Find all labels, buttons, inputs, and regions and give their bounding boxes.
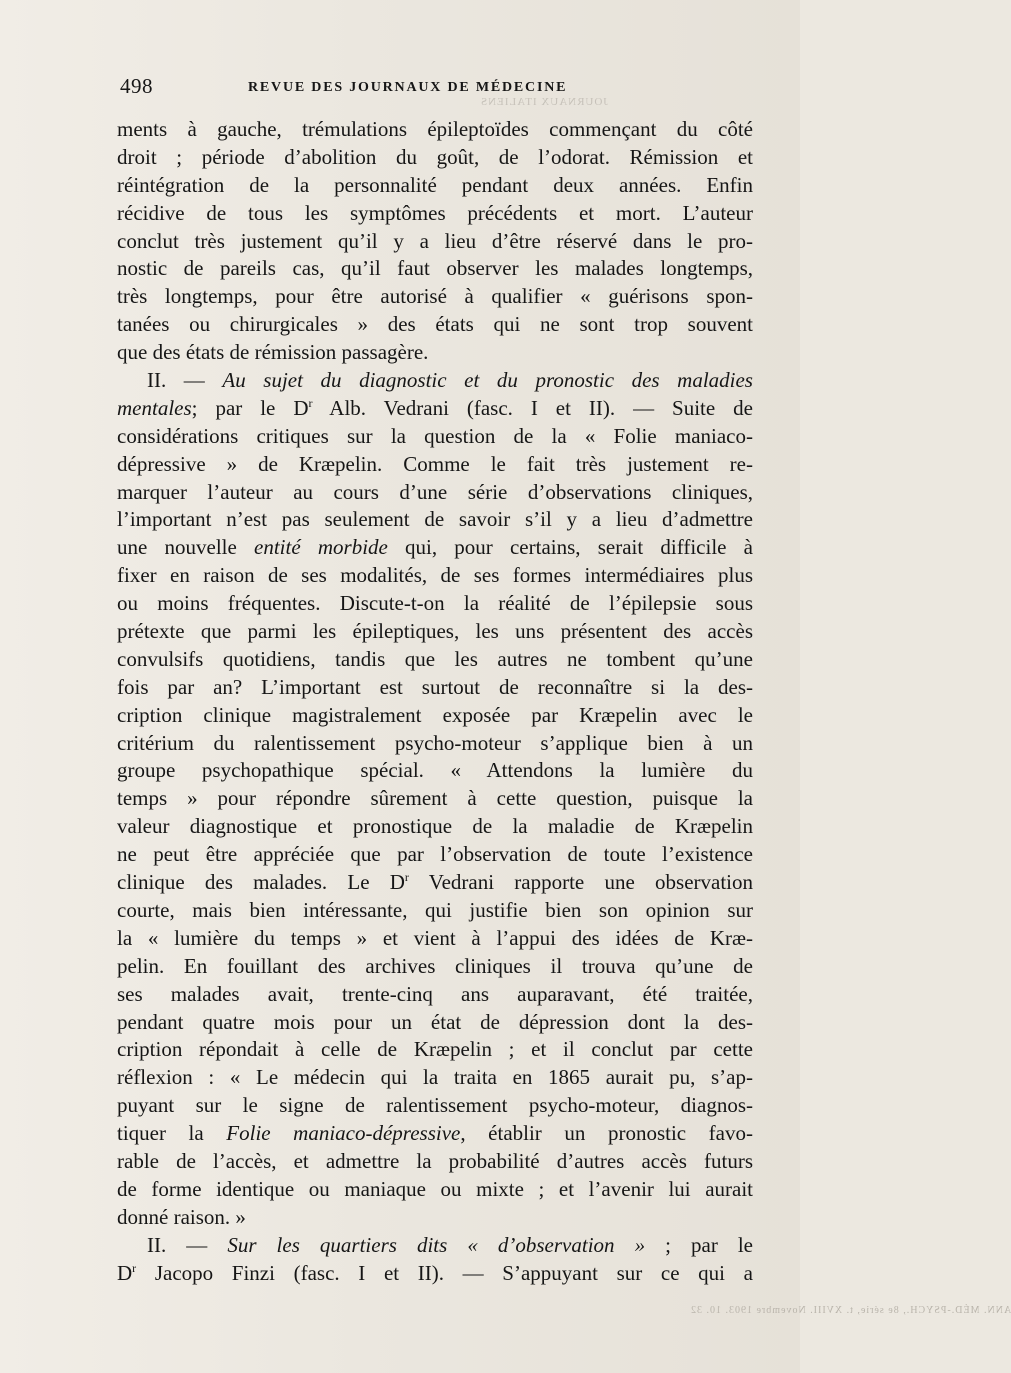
text-line: l’important n’est pas seulement de savoir s’il y a lieu d’admettre [117,507,753,532]
text-line: rable de l’accès, et admettre la probabilité d’autres accès futurs [117,1148,753,1173]
text-line: dépressive » de Kræpelin. Comme le fait très justement re- [117,451,753,476]
show-through-top: JOURNAUX ITALIENS [480,96,608,108]
text-line: donné raison. » [117,1204,246,1229]
paragraph-1 [117,116,753,367]
text-line: la « lumière du temps » et vient à l’appui des idées de Kræ- [117,925,753,950]
paragraph-3 [117,1232,753,1288]
text-span: clinique des malades. Le D [117,870,405,895]
superscript: r [308,395,313,410]
text-span: Jacopo Finzi (fasc. I et II). — S’appuyant sur ce qui a [136,1260,753,1285]
body-text [117,116,753,1287]
text-span: Vedrani rapporte une observation [408,870,753,895]
text-line: puyant sur le signe de ralentissement psycho-moteur, diagnos- [117,1093,753,1118]
text-line: temps » pour répondre sûrement à cette question, puisque la [117,786,753,811]
text-line: courte, mais bien intéressante, qui justifie bien son opinion sur [117,897,753,922]
text-line: ses malades avait, trente-cinq ans auparavant, été traitée, [117,981,753,1006]
text-line: pelin. En fouillant des archives cliniques il trouva qu’une de [117,953,753,978]
text-line: convulsifs quotidiens, tandis que les autres ne tombent qu’une [117,646,753,671]
superscript: r [404,870,409,885]
italic-term: Folie maniaco-dépressive [226,1121,461,1146]
text-span: une nouvelle [117,535,255,560]
text-line: droit ; période d’abolition du goût, de l’odorat. Rémission et [117,144,753,169]
text-span: Alb. Vedrani (fasc. I et II). — Suite de [312,395,753,420]
text-line: très longtemps, pour être autorisé à qualifier « guérisons spon- [117,284,753,309]
text-line: critérium du ralentissement psycho-moteur s’applique bien à un [117,730,753,755]
article-title: Sur les quartiers dits « d’observation » [227,1232,646,1257]
text-line: prétexte que parmi les épileptiques, les uns présentent des accès [117,619,753,644]
text-line [117,1232,753,1260]
paragraph-2 [117,367,753,1232]
text-line: conclut très justement qu’il y a lieu d’être réservé dans le pro- [117,228,753,253]
text-line: pendant quatre mois pour un état de dépression dont la des- [117,1009,753,1034]
text-line: cription clinique magistralement exposée par Kræpelin avec le [117,702,753,727]
section-number: II. — [147,368,223,393]
italic-term: entité morbide [254,535,388,560]
text-line: ne peut être appréciée que par l’observation de toute l’existence [117,842,753,867]
text-line: de forme identique ou maniaque ou mixte ; et l’avenir lui aurait [117,1176,753,1201]
text-line: fixer en raison de ses modalités, de ses formes intermédiaires plus [117,563,753,588]
text-line: nostic de pareils cas, qu’il faut observer les malades longtemps, [117,256,753,281]
text-span: ; par le [645,1232,754,1257]
text-line [117,534,753,562]
article-title-end: mentales [117,395,192,420]
text-line [117,367,753,395]
text-line [117,869,753,897]
text-line: valeur diagnostique et pronostique de la maladie de Kræpelin [117,814,753,839]
text-line: ments à gauche, trémulations épileptoïdes commençant du côté [117,117,753,141]
text-line [117,395,753,423]
superscript: r [132,1260,137,1275]
text-line: marquer l’auteur au cours d’une série d’observations cliniques, [117,479,753,504]
running-head: REVUE DES JOURNAUX DE MÉDECINE [248,80,568,95]
text-span: ; par le D [191,395,309,420]
show-through-footer: ANN. MÉD.-PSYCH., 8e série, t. XVIII. Novembre 1903. 10. 32 [690,1305,1011,1316]
text-line: fois par an? L’important est surtout de reconnaître si la des- [117,674,753,699]
text-span: , établir un pronostic favo- [460,1121,753,1146]
text-line: considérations critiques sur la question de la « Folie maniaco- [117,423,753,448]
article-title: Au sujet du diagnostic et du pronostic des maladies [222,368,753,393]
text-line: ou moins fréquentes. Discute-t-on la réalité de l’épilepsie sous [117,591,753,616]
text-line: cription répondait à celle de Kræpelin ; et il conclut par cette [117,1037,753,1062]
text-line [117,1120,753,1148]
text-line: réintégration de la personnalité pendant deux années. Enfin [117,172,753,197]
text-line: tanées ou chirurgicales » des états qui ne sont trop souvent [117,312,753,337]
text-line: que des états de rémission passagère. [117,340,429,365]
text-span: D [117,1260,133,1285]
text-span: tiquer la [117,1121,227,1146]
text-line [117,1260,753,1288]
text-line: récidive de tous les symptômes précédents et mort. L’auteur [117,200,753,225]
page-number: 498 [120,74,153,98]
section-number: II. — [147,1232,228,1257]
text-line: groupe psychopathique spécial. « Attendons la lumière du [117,758,753,783]
text-line: réflexion : « Le médecin qui la traita en 1865 aurait pu, s’ap- [117,1065,753,1090]
page-header [120,74,760,104]
text-span: qui, pour certains, serait difficile à [387,535,753,560]
